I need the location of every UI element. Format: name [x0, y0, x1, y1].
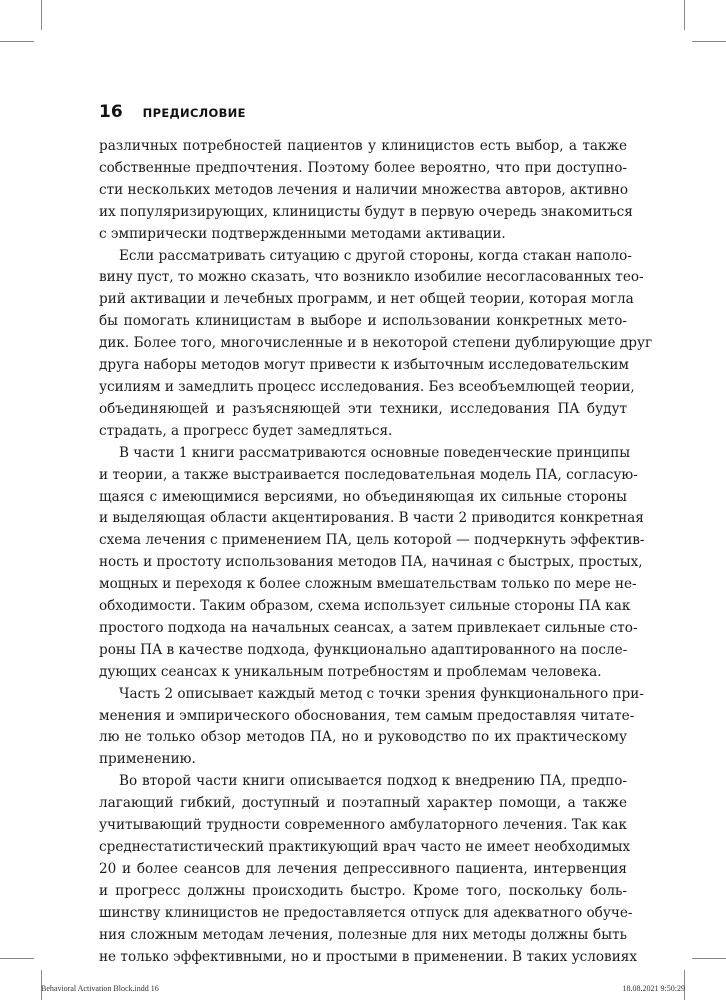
text-line: друга наборы методов могут привести к избыточным исследовательским: [99, 357, 629, 374]
text-line: лю не только обзор методов ПА, но и руководство по их практическому: [99, 729, 627, 746]
text-line: собственные предпочтения. Поэтому более вероятно, что при доступно-: [99, 159, 627, 176]
section-title: ПРЕДИСЛОВИЕ: [142, 106, 246, 120]
text-line: дик. Более того, многочисленные и в некоторой степени дублирующие друг: [99, 335, 653, 352]
text-line: рий активации и лечебных программ, и нет общей теории, которая могла: [99, 291, 634, 308]
text-line: 20 и более сеансов для лечения депрессивного пациента, интервенция: [99, 860, 627, 877]
text-line: Часть 2 описывает каждый метод с точки зрения функционального при-: [119, 685, 644, 702]
paragraph: [99, 443, 645, 684]
paragraph: [99, 771, 638, 968]
text-line: В части 1 книги рассматриваются основные поведенческие принципы: [119, 444, 631, 461]
text-line: обходимости. Таким образом, схема использует сильные стороны ПА как: [99, 598, 631, 615]
text-line: щаяся с имеющимися версиями, но объединяющая их сильные стороны: [99, 488, 627, 505]
text-line: шинству клиницистов не предоставляется отпуск для адекватного обуче-: [99, 904, 633, 921]
text-line: объединяющей и разъясняющей эти техники, исследования ПА будут: [99, 400, 627, 417]
text-line: и теории, а также выстраивается последовательная модель ПА, согласую-: [99, 466, 638, 483]
slug-timestamp: 18.08.2021 9:50:29: [622, 984, 685, 993]
running-head: [99, 102, 246, 122]
page-number: 16: [99, 102, 123, 122]
text-line: Если рассматривать ситуацию с другой стороны, когда стакан наполо-: [119, 247, 632, 264]
crop-mark-left-top: [0, 41, 34, 42]
text-line: различных потребностей пациентов у клиницистов есть выбор, а также: [99, 138, 627, 154]
text-line: схема лечения с применением ПА, цель которой — подчеркнуть эффектив-: [99, 532, 645, 549]
text-line: страдать, а прогресс будет замедляться.: [99, 422, 393, 439]
text-line: усилиям и замедлить процесс исследования. Без всеобъемлющей теории,: [99, 378, 635, 395]
text-line: вину пуст, то можно сказать, что возникло изобилие несогласованных тео-: [99, 269, 644, 286]
text-line: сти нескольких методов лечения и наличии множества авторов, активно: [99, 181, 629, 198]
slug-file-name: Behavioral Activation Block.indd 16: [41, 984, 159, 993]
text-line: не только эффективными, но и простыми в применении. В таких условиях: [99, 948, 638, 965]
text-line: мощных и переходя к более сложным вмешательствам только по мере не-: [99, 576, 637, 593]
text-line: их популяризирующих, клиницисты будут в первую очередь знакомиться: [99, 203, 633, 220]
text-line: простого подхода на начальных сеансах, а затем привлекает сильные сто-: [99, 619, 638, 636]
text-line: среднестатистический практикующий врач часто не имеет необходимых: [99, 839, 631, 855]
paragraph: [99, 684, 644, 772]
text-line: менения и эмпирического обоснования, тем самым предоставляя читате-: [99, 707, 635, 724]
crop-mark-left-bottom: [0, 958, 34, 959]
paragraph: [99, 136, 633, 246]
text-line: ность и простоту использования методов ПА, начиная с быстрых, простых,: [99, 554, 643, 571]
text-line: с эмпирически подтвержденными методами активации.: [99, 225, 506, 242]
text-line: Во второй части книги описывается подход к внедрению ПА, предпо-: [119, 773, 627, 790]
text-line: учитывающий трудности современного амбулаторного лечения. Так как: [99, 817, 627, 834]
text-line: и выделяющая области акцентирования. В части 2 приводится конкретная: [99, 510, 644, 527]
text-line: и прогресс должны происходить быстро. Кроме того, поскольку боль-: [99, 882, 627, 899]
text-line: ния сложным методам лечения, полезные для них методы должны быть: [99, 926, 627, 943]
text-line: роны ПА в качестве подхода, функционально адаптированного на после-: [99, 641, 628, 658]
text-line: лагающий гибкий, доступный и поэтапный характер помощи, а также: [99, 795, 627, 812]
crop-mark-right-top: [692, 41, 726, 42]
paragraph: [99, 246, 653, 443]
crop-mark-right-bottom: [692, 958, 726, 959]
crop-mark-top-right: [684, 0, 685, 30]
text-line: применению.: [99, 751, 196, 768]
text-line: дующих сеансах к уникальным потребностям и проблемам человека.: [99, 663, 602, 680]
crop-mark-top-left: [41, 0, 42, 30]
text-line: бы помогать клиницистам в выборе и использовании конкретных мето-: [99, 313, 627, 330]
body-text: [99, 136, 653, 968]
